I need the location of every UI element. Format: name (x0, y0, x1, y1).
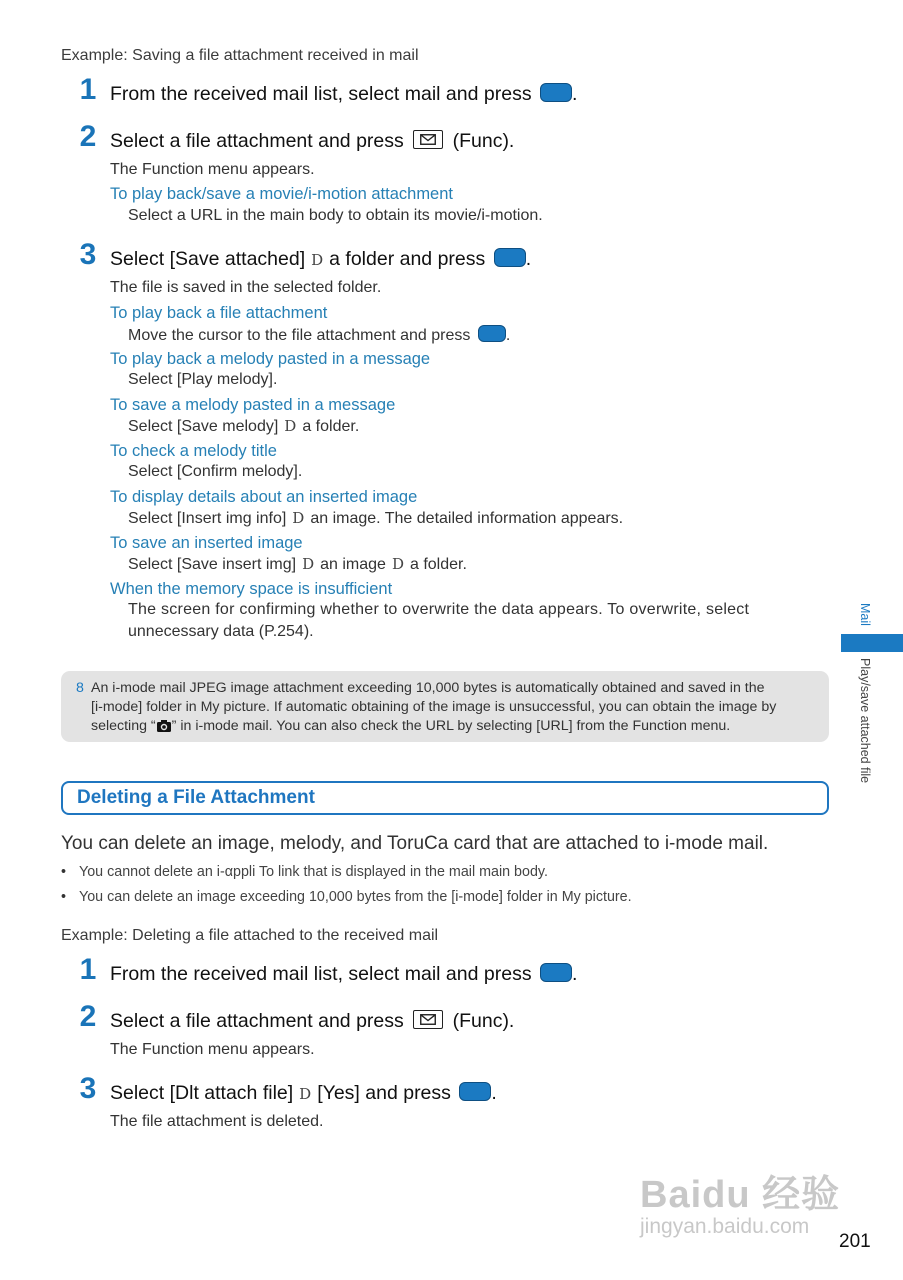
arrow-glyph-icon: D (311, 251, 324, 269)
step-number: 2 (79, 1000, 97, 1033)
subsection-text-tail: a folder. (409, 556, 467, 573)
section-title: Deleting a File Attachment (77, 787, 315, 808)
center-key-icon (478, 325, 506, 342)
subsection-heading: When the memory space is insufficient (110, 580, 393, 598)
example-caption-saving: Example: Saving a file attachment received in mail (61, 47, 419, 64)
step-instruction (110, 129, 514, 153)
subsection-text (128, 509, 623, 528)
info-text-start: selecting “ (91, 718, 156, 734)
bullet-item: • You can delete an image exceeding 10,000 bytes from the [i-mode] folder in My picture. (79, 889, 632, 905)
step-end: . (525, 248, 532, 270)
arrow-glyph-icon: D (391, 555, 404, 573)
subsection-text: Select a URL in the main body to obtain its movie/i-motion. (128, 207, 543, 224)
subsection-heading: To play back a melody pasted in a message (110, 350, 431, 368)
subsection-text-tail: an image. The detailed information appears. (310, 510, 624, 527)
subsection-text-body: Select [Save melody] (128, 418, 279, 435)
info-text: An i-mode mail JPEG image attachment exceeding 10,000 bytes is automatically obtained and saved in the (91, 680, 765, 696)
step-instruction (110, 247, 531, 272)
subsection-text: unnecessary data (P.254). (128, 623, 314, 640)
subsection-text: Select [Play melody]. (128, 371, 278, 388)
subsection-text: Select [Confirm melody]. (128, 463, 303, 480)
step-text: Select a file attachment and press (110, 1010, 404, 1032)
watermark-url: jingyan.baidu.com (640, 1215, 810, 1238)
bullet-item: • You cannot delete an i-αppli To link that is displayed in the mail main body. (79, 864, 548, 880)
center-key-icon (459, 1082, 491, 1101)
note-marker: 8 (76, 680, 84, 696)
step-instruction (110, 1009, 514, 1033)
step-instruction (110, 82, 577, 106)
step-end: . (572, 963, 578, 985)
step-number: 3 (79, 1072, 97, 1105)
subsection-text-body: Select [Save insert img] (128, 556, 297, 573)
side-chapter-label: Play/save attached file (858, 658, 872, 784)
step-text-tail: (Func). (452, 130, 515, 152)
step-end: . (572, 83, 578, 105)
mail-key-icon (413, 130, 443, 149)
step-number: 2 (79, 120, 97, 153)
subsection-text: The screen for confirming whether to overwrite the data appears. To overwrite, select (128, 601, 750, 618)
step-text: Select [Save attached] (110, 248, 306, 270)
info-text (91, 717, 730, 740)
camera-icon (156, 719, 172, 740)
subsection-text (128, 325, 510, 345)
step-result: The Function menu appears. (110, 161, 315, 178)
subsection-heading: To save an inserted image (110, 534, 303, 552)
center-key-icon (540, 963, 572, 982)
center-key-icon (494, 248, 526, 267)
subsection-heading: To play back a file attachment (110, 304, 328, 322)
mail-key-icon (413, 1010, 443, 1029)
step-text: From the received mail list, select mail and press (110, 963, 532, 985)
arrow-glyph-icon: D (299, 1085, 312, 1103)
step-text: Select [Dlt attach file] (110, 1082, 294, 1104)
subsection-heading: To display details about an inserted image (110, 488, 418, 506)
watermark-logo: Baidu 经验 (640, 1174, 841, 1216)
subsection-heading: To save a melody pasted in a message (110, 396, 396, 414)
side-tab-label: Mail (858, 603, 872, 626)
step-text-tail: a folder and press (329, 248, 486, 270)
step-number: 1 (79, 953, 97, 986)
center-key-icon (540, 83, 572, 102)
arrow-glyph-icon: D (284, 417, 297, 435)
info-text: [i-mode] folder in My picture. If automatic obtaining of the image is unsuccessful, you can obtain the image by (91, 699, 777, 715)
subsection-heading: To check a melody title (110, 442, 277, 460)
side-index-tab (841, 634, 903, 652)
step-text: Select a file attachment and press (110, 130, 404, 152)
section-heading-box (61, 781, 829, 815)
step-number: 1 (79, 73, 97, 106)
subsection-text-body: Select [Insert img info] (128, 510, 287, 527)
example-caption-deleting: Example: Deleting a file attached to the received mail (61, 927, 439, 944)
step-end: . (491, 1082, 497, 1104)
step-text-tail: [Yes] and press (317, 1082, 451, 1104)
arrow-glyph-icon: D (292, 509, 305, 527)
page-number: 201 (839, 1231, 871, 1252)
subsection-text (128, 417, 359, 436)
subsection-text-body: Move the cursor to the file attachment and press (128, 327, 471, 344)
subsection-text-mid: an image (320, 556, 386, 573)
step-text-tail: (Func). (452, 1010, 515, 1032)
step-result: The Function menu appears. (110, 1041, 315, 1058)
step-result: The file is saved in the selected folder. (110, 279, 382, 296)
info-text-end: ” in i-mode mail. You can also check the URL by selecting [URL] from the Function menu. (171, 718, 731, 734)
step-text: From the received mail list, select mail and press (110, 83, 532, 105)
arrow-glyph-icon: D (302, 555, 315, 573)
step-instruction (110, 1081, 497, 1106)
subsection-text-tail: a folder. (302, 418, 360, 435)
step-number: 3 (79, 238, 97, 271)
subsection-heading: To play back/save a movie/i-motion attachment (110, 185, 453, 203)
step-result: The file attachment is deleted. (110, 1113, 324, 1130)
section-intro: You can delete an image, melody, and ToruCa card that are attached to i-mode mail. (61, 833, 769, 854)
subsection-text-end: . (505, 327, 511, 344)
step-instruction (110, 962, 577, 986)
subsection-text (128, 555, 467, 574)
